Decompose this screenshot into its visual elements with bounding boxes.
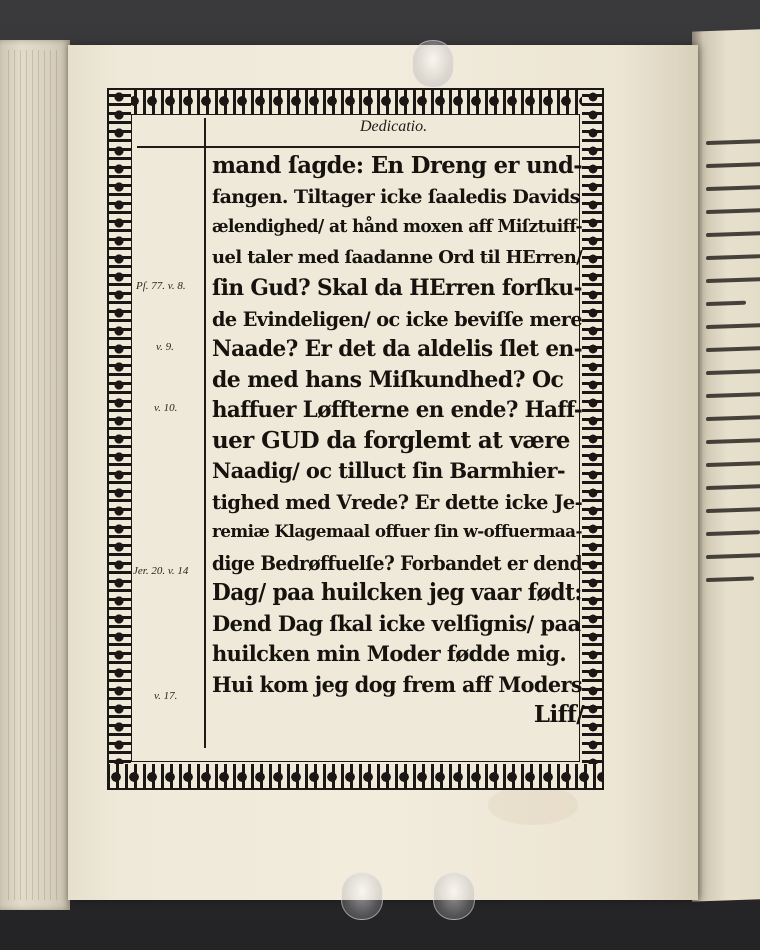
text-line: de med hans Miſkundhed? Oc [212,366,564,393]
text-line: remiæ Klagemaal offuer ſin w-offuermaa- [212,522,582,542]
facing-page [692,28,760,901]
margin-note-ps: Pſ. 77. v. 8. [136,280,186,292]
text-line: uel taler med ſaadanne Ord til HErren/ [212,246,583,268]
margin-note-v17: v. 17. [154,690,178,702]
text-line: de Evindeligen/ oc icke beviſſe mere [212,306,583,331]
text-line: ælendighed/ at hånd moxen aff Miſztuiff- [212,216,583,237]
page-clip-top [412,40,454,88]
text-line: haffuer Løffterne en ende? Haff- [212,397,583,423]
body-text [212,151,584,731]
margin-rule [204,118,206,748]
text-line: mand ſagde: En Dreng er und- [212,152,583,179]
text-line: fangen. Tiltager icke ſaaledis Davids [212,185,580,208]
margin-note-jer: Jer. 20. v. 14 [133,565,189,577]
text-line: uer GUD da forglemt at være [212,426,570,454]
left-page-edges [0,40,70,910]
page-clip-bottom-left [341,872,383,920]
text-line: Naadig/ oc tilluct ſin Barmhier- [212,458,565,483]
text-line: dige Bedrøffuelſe? Forbandet er dend [212,550,583,575]
facing-page-text-blur [706,139,760,601]
text-line: Naade? Er det da aldelis ſlet en- [212,336,582,362]
text-line-catchword: Liff/ [533,701,584,728]
margin-note-v9: v. 9. [156,341,174,353]
margin-note-v10: v. 10. [154,402,178,414]
running-head: Dedicatio. [360,118,428,135]
text-line: huilcken min Moder fødde mig. [212,641,567,666]
text-line: tighed med Vrede? Er dette icke Je- [212,489,583,514]
page-clip-bottom-right [433,872,475,920]
text-line: ſin Gud? Skal da HErren forſku- [212,275,582,301]
text-line: Dend Dag ſkal icke velſignis/ paa [212,610,581,636]
text-line: Dag/ paa huilcken jeg vaar født: [212,579,582,606]
text-line: Hui kom jeg dog frem aff Moders [212,671,582,697]
